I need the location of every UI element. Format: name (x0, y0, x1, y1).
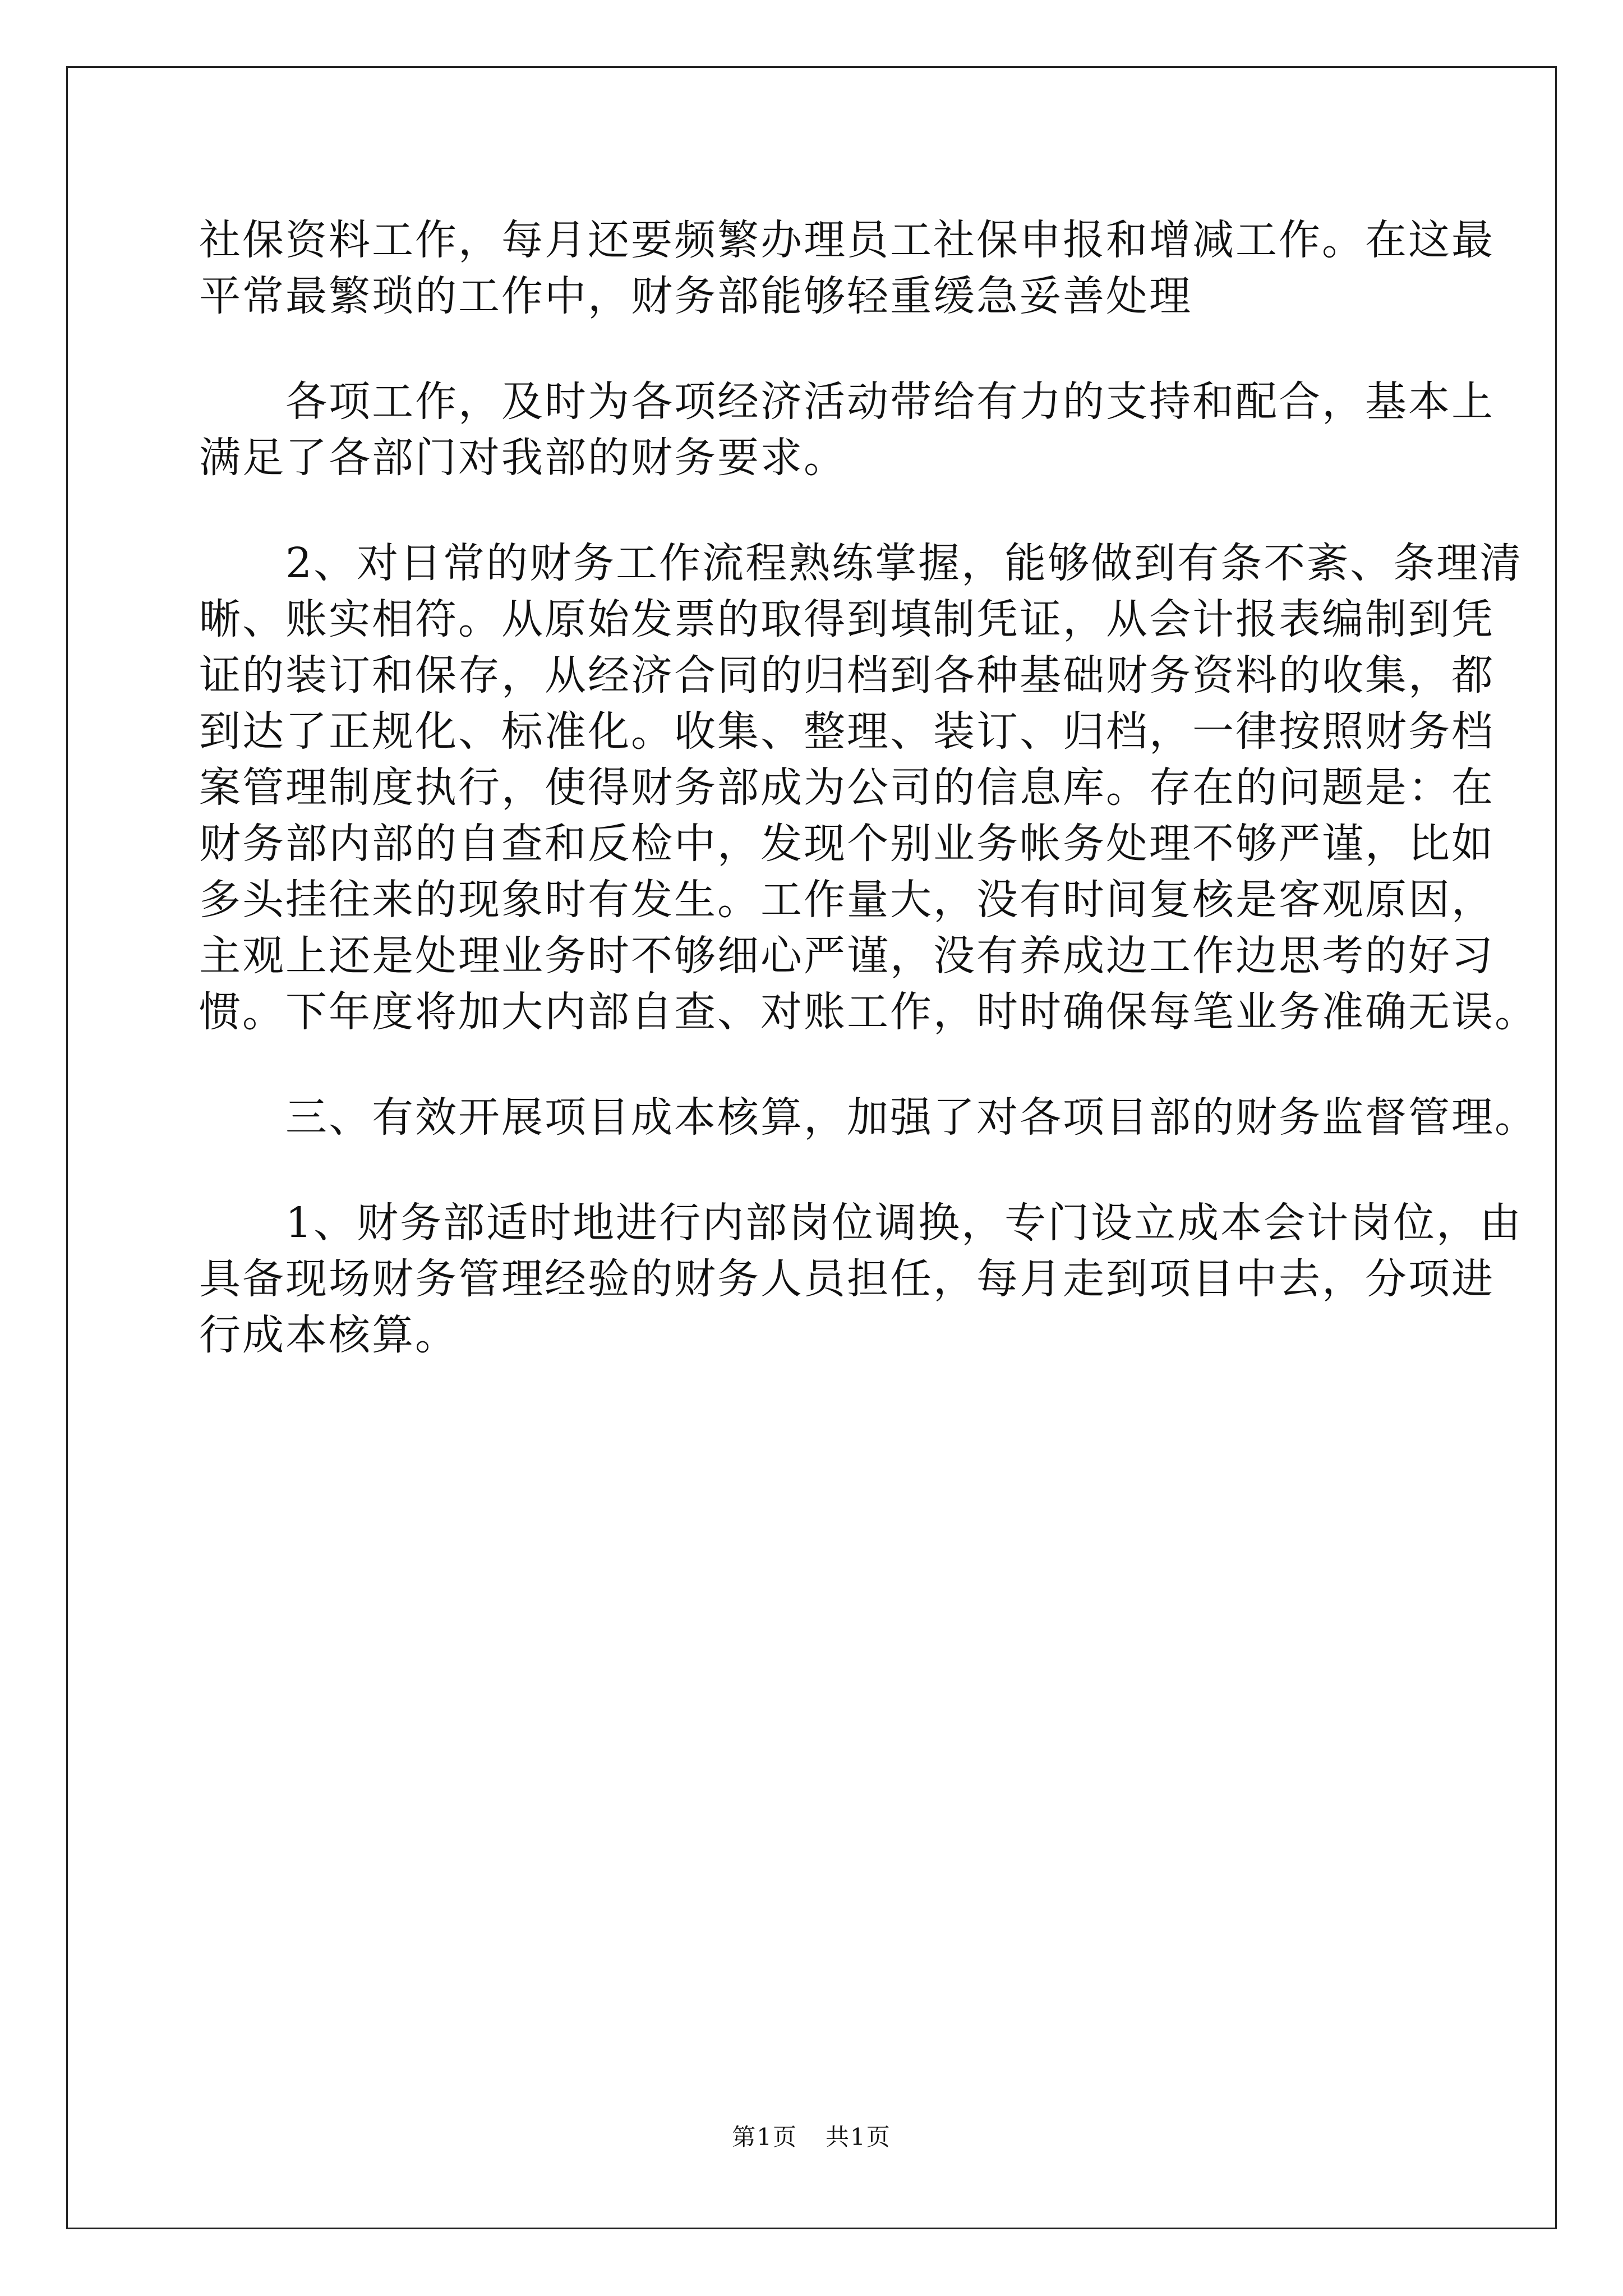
text-line: 各项工作，及时为各项经济活动带给有力的支持和配合，基本上 (199, 378, 1495, 426)
text-line: 财务部内部的自查和反检中，发现个别业务帐务处理不够严谨，比如 (199, 820, 1495, 868)
page-total: 共1页 (826, 2123, 891, 2151)
text-line: 到达了正规化、标准化。收集、整理、装订、归档，一律按照财务档 (199, 707, 1495, 756)
text-line: 多头挂往来的现象时有发生。工作量大，没有时间复核是客观原因， (199, 876, 1495, 924)
text-line: 行成本核算。 (199, 1311, 458, 1359)
text-line: 2、对日常的财务工作流程熟练掌握，能够做到有条不紊、条理清 (199, 539, 1523, 587)
text-line: 社保资料工作，每月还要频繁办理员工社保申报和增减工作。在这最 (199, 216, 1495, 264)
page-number: 第1页 (732, 2123, 797, 2151)
document-body (199, 212, 1538, 1363)
text-line: 案管理制度执行，使得财务部成为公司的信息库。存在的问题是：在 (199, 763, 1495, 812)
text-line: 惯。下年度将加大内部自查、对账工作，时时确保每笔业务准确无误。 (199, 988, 1538, 1036)
text-line: 1、财务部适时地进行内部岗位调换，专门设立成本会计岗位，由 (199, 1199, 1523, 1247)
text-line: 三、有效开展项目成本核算，加强了对各项目部的财务监督管理。 (199, 1093, 1538, 1142)
text-line: 具备现场财务管理经验的财务人员担任，每月走到项目中去，分项进 (199, 1255, 1495, 1303)
text-line: 晰、账实相符。从原始发票的取得到填制凭证，从会计报表编制到凭 (199, 595, 1495, 643)
text-line: 证的装订和保存，从经济合同的归档到各种基础财务资料的收集，都 (199, 651, 1495, 700)
text-line: 平常最繁琐的工作中，财务部能够轻重缓急妥善处理 (199, 272, 1192, 320)
text-line: 满足了各部门对我部的财务要求。 (199, 434, 847, 482)
page-footer (0, 2120, 1623, 2154)
text-line: 主观上还是处理业务时不够细心严谨，没有养成边工作边思考的好习 (199, 932, 1495, 980)
